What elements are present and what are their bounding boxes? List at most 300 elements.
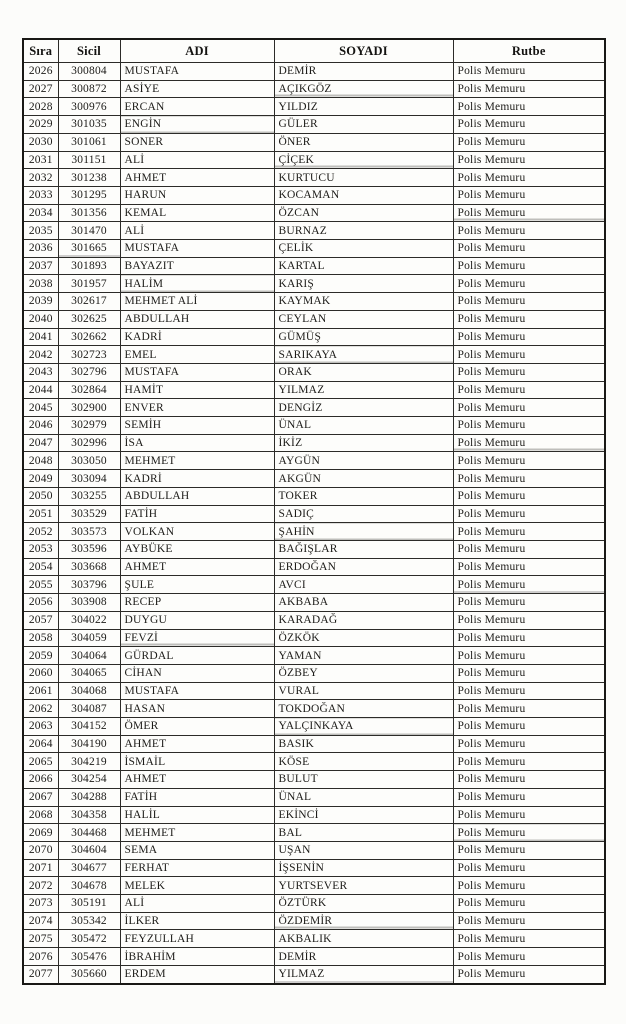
cell-sira: 2036 — [23, 240, 58, 258]
cell-sira: 2061 — [23, 682, 58, 700]
cell-sira: 2047 — [23, 434, 58, 452]
cell-adi: BAYAZIT — [120, 257, 274, 275]
table-row — [23, 487, 605, 505]
cell-rutbe: Polis Memuru — [453, 877, 605, 895]
cell-rutbe: Polis Memuru — [453, 133, 605, 151]
cell-sicil: 302796 — [58, 363, 120, 381]
table-row — [23, 576, 605, 594]
cell-sira: 2041 — [23, 328, 58, 346]
cell-sira: 2030 — [23, 133, 58, 151]
cell-sira: 2035 — [23, 222, 58, 240]
cell-soyadi: ÜNAL — [274, 417, 453, 435]
cell-sicil: 304064 — [58, 647, 120, 665]
cell-sira: 2065 — [23, 753, 58, 771]
table-row — [23, 470, 605, 488]
cell-rutbe: Polis Memuru — [453, 505, 605, 523]
cell-soyadi: ÇİÇEK — [274, 151, 453, 169]
cell-soyadi: KARADAĞ — [274, 611, 453, 629]
cell-sira: 2031 — [23, 151, 58, 169]
cell-adi: FERHAT — [120, 859, 274, 877]
table-row — [23, 257, 605, 275]
cell-sira: 2072 — [23, 877, 58, 895]
cell-rutbe: Polis Memuru — [453, 788, 605, 806]
cell-adi: İSMAİL — [120, 753, 274, 771]
cell-sira: 2044 — [23, 381, 58, 399]
cell-sicil: 301035 — [58, 116, 120, 134]
cell-soyadi: CEYLAN — [274, 310, 453, 328]
table-row — [23, 824, 605, 842]
cell-rutbe: Polis Memuru — [453, 222, 605, 240]
table-row — [23, 594, 605, 612]
cell-sicil: 302979 — [58, 417, 120, 435]
cell-soyadi: ÇELİK — [274, 240, 453, 258]
cell-sicil: 303668 — [58, 558, 120, 576]
cell-sicil: 304604 — [58, 841, 120, 859]
cell-soyadi: BASIK — [274, 735, 453, 753]
cell-sicil: 304254 — [58, 771, 120, 789]
cell-sicil: 301061 — [58, 133, 120, 151]
cell-rutbe: Polis Memuru — [453, 381, 605, 399]
cell-rutbe: Polis Memuru — [453, 647, 605, 665]
cell-adi: AHMET — [120, 771, 274, 789]
cell-rutbe: Polis Memuru — [453, 930, 605, 948]
cell-sicil: 302625 — [58, 310, 120, 328]
table-row — [23, 293, 605, 311]
cell-rutbe: Polis Memuru — [453, 824, 605, 842]
table-row — [23, 930, 605, 948]
table-row — [23, 771, 605, 789]
table-row — [23, 700, 605, 718]
cell-soyadi: ÖZTÜRK — [274, 895, 453, 913]
cell-adi: MEHMET — [120, 452, 274, 470]
cell-sicil: 305191 — [58, 895, 120, 913]
cell-rutbe: Polis Memuru — [453, 310, 605, 328]
table-row — [23, 948, 605, 966]
cell-soyadi: ŞAHİN — [274, 523, 453, 541]
cell-rutbe: Polis Memuru — [453, 753, 605, 771]
table-row — [23, 240, 605, 258]
cell-sicil: 305342 — [58, 912, 120, 930]
cell-sicil: 301356 — [58, 204, 120, 222]
table-row — [23, 753, 605, 771]
column-header-sira: Sıra — [23, 39, 58, 63]
cell-rutbe: Polis Memuru — [453, 116, 605, 134]
cell-adi: KADRİ — [120, 328, 274, 346]
cell-sicil: 304068 — [58, 682, 120, 700]
cell-sicil: 305660 — [58, 965, 120, 984]
table-row — [23, 664, 605, 682]
cell-adi: MEHMET ALİ — [120, 293, 274, 311]
cell-sira: 2051 — [23, 505, 58, 523]
cell-adi: MEHMET — [120, 824, 274, 842]
cell-soyadi: YALÇINKAYA — [274, 718, 453, 736]
cell-sicil: 303094 — [58, 470, 120, 488]
cell-sira: 2027 — [23, 80, 58, 98]
cell-soyadi: AÇIKGÖZ — [274, 80, 453, 98]
cell-rutbe: Polis Memuru — [453, 629, 605, 647]
cell-soyadi: BAĞIŞLAR — [274, 540, 453, 558]
cell-soyadi: ÖZKÖK — [274, 629, 453, 647]
cell-adi: İBRAHİM — [120, 948, 274, 966]
cell-rutbe: Polis Memuru — [453, 718, 605, 736]
cell-sira: 2034 — [23, 204, 58, 222]
cell-sira: 2063 — [23, 718, 58, 736]
cell-sicil: 302662 — [58, 328, 120, 346]
cell-sicil: 302617 — [58, 293, 120, 311]
cell-sira: 2077 — [23, 965, 58, 984]
table-row — [23, 540, 605, 558]
table-row — [23, 363, 605, 381]
cell-sicil: 304022 — [58, 611, 120, 629]
cell-adi: HALİL — [120, 806, 274, 824]
cell-sicil: 301665 — [58, 240, 120, 258]
cell-sicil: 302864 — [58, 381, 120, 399]
cell-adi: AHMET — [120, 735, 274, 753]
column-header-adi: ADI — [120, 39, 274, 63]
cell-sicil: 303573 — [58, 523, 120, 541]
column-header-rutbe: Rutbe — [453, 39, 605, 63]
cell-sira: 2054 — [23, 558, 58, 576]
cell-adi: FEVZİ — [120, 629, 274, 647]
cell-adi: EMEL — [120, 346, 274, 364]
table-row — [23, 841, 605, 859]
cell-sira: 2056 — [23, 594, 58, 612]
cell-soyadi: YILMAZ — [274, 965, 453, 984]
column-header-sicil: Sicil — [58, 39, 120, 63]
cell-rutbe: Polis Memuru — [453, 771, 605, 789]
cell-rutbe: Polis Memuru — [453, 452, 605, 470]
cell-sira: 2040 — [23, 310, 58, 328]
cell-soyadi: YILDIZ — [274, 98, 453, 116]
cell-rutbe: Polis Memuru — [453, 63, 605, 81]
table-row — [23, 735, 605, 753]
cell-sira: 2053 — [23, 540, 58, 558]
cell-rutbe: Polis Memuru — [453, 240, 605, 258]
cell-sicil: 301957 — [58, 275, 120, 293]
table-row — [23, 63, 605, 81]
cell-soyadi: AKGÜN — [274, 470, 453, 488]
cell-rutbe: Polis Memuru — [453, 399, 605, 417]
cell-adi: ABDULLAH — [120, 487, 274, 505]
cell-rutbe: Polis Memuru — [453, 735, 605, 753]
cell-adi: VOLKAN — [120, 523, 274, 541]
table-row — [23, 151, 605, 169]
cell-adi: HASAN — [120, 700, 274, 718]
cell-rutbe: Polis Memuru — [453, 417, 605, 435]
cell-sira: 2048 — [23, 452, 58, 470]
table-row — [23, 222, 605, 240]
cell-rutbe: Polis Memuru — [453, 470, 605, 488]
cell-sicil: 303050 — [58, 452, 120, 470]
cell-sicil: 304152 — [58, 718, 120, 736]
cell-soyadi: ÖZBEY — [274, 664, 453, 682]
cell-adi: MUSTAFA — [120, 63, 274, 81]
cell-soyadi: UŞAN — [274, 841, 453, 859]
table-row — [23, 682, 605, 700]
cell-rutbe: Polis Memuru — [453, 98, 605, 116]
table-row — [23, 169, 605, 187]
table-row — [23, 310, 605, 328]
cell-rutbe: Polis Memuru — [453, 346, 605, 364]
cell-adi: RECEP — [120, 594, 274, 612]
table-row — [23, 133, 605, 151]
cell-rutbe: Polis Memuru — [453, 363, 605, 381]
cell-soyadi: BURNAZ — [274, 222, 453, 240]
cell-sira: 2059 — [23, 647, 58, 665]
cell-sicil: 302996 — [58, 434, 120, 452]
cell-rutbe: Polis Memuru — [453, 169, 605, 187]
cell-adi: ALİ — [120, 151, 274, 169]
cell-soyadi: KARIŞ — [274, 275, 453, 293]
cell-soyadi: İKİZ — [274, 434, 453, 452]
personnel-table — [22, 38, 606, 985]
cell-sira: 2052 — [23, 523, 58, 541]
cell-rutbe: Polis Memuru — [453, 558, 605, 576]
cell-sira: 2045 — [23, 399, 58, 417]
table-row — [23, 417, 605, 435]
cell-sicil: 304468 — [58, 824, 120, 842]
table-row — [23, 912, 605, 930]
cell-sicil: 304219 — [58, 753, 120, 771]
cell-sicil: 303255 — [58, 487, 120, 505]
cell-sicil: 303529 — [58, 505, 120, 523]
cell-sira: 2074 — [23, 912, 58, 930]
cell-rutbe: Polis Memuru — [453, 540, 605, 558]
cell-rutbe: Polis Memuru — [453, 80, 605, 98]
cell-sira: 2058 — [23, 629, 58, 647]
cell-adi: MUSTAFA — [120, 240, 274, 258]
cell-rutbe: Polis Memuru — [453, 664, 605, 682]
cell-soyadi: YILMAZ — [274, 381, 453, 399]
table-row — [23, 186, 605, 204]
cell-soyadi: ÖNER — [274, 133, 453, 151]
table-row — [23, 275, 605, 293]
table-header — [23, 39, 605, 63]
cell-sira: 2042 — [23, 346, 58, 364]
cell-sira: 2062 — [23, 700, 58, 718]
cell-sicil: 303596 — [58, 540, 120, 558]
cell-rutbe: Polis Memuru — [453, 576, 605, 594]
cell-sira: 2073 — [23, 895, 58, 913]
cell-sicil: 303908 — [58, 594, 120, 612]
cell-sira: 2028 — [23, 98, 58, 116]
table-row — [23, 647, 605, 665]
cell-soyadi: VURAL — [274, 682, 453, 700]
cell-sira: 2043 — [23, 363, 58, 381]
cell-sicil: 301295 — [58, 186, 120, 204]
cell-sira: 2066 — [23, 771, 58, 789]
cell-adi: ALİ — [120, 895, 274, 913]
cell-rutbe: Polis Memuru — [453, 948, 605, 966]
cell-sira: 2029 — [23, 116, 58, 134]
column-header-soyadi: SOYADI — [274, 39, 453, 63]
table-row — [23, 452, 605, 470]
cell-adi: DUYGU — [120, 611, 274, 629]
cell-sicil: 304087 — [58, 700, 120, 718]
cell-soyadi: GÜLER — [274, 116, 453, 134]
cell-rutbe: Polis Memuru — [453, 275, 605, 293]
cell-soyadi: BULUT — [274, 771, 453, 789]
table-row — [23, 558, 605, 576]
cell-adi: ŞULE — [120, 576, 274, 594]
cell-rutbe: Polis Memuru — [453, 859, 605, 877]
cell-rutbe: Polis Memuru — [453, 806, 605, 824]
cell-sicil: 301893 — [58, 257, 120, 275]
cell-soyadi: İŞSENİN — [274, 859, 453, 877]
cell-adi: SONER — [120, 133, 274, 151]
cell-sicil: 302900 — [58, 399, 120, 417]
cell-rutbe: Polis Memuru — [453, 434, 605, 452]
table-row — [23, 806, 605, 824]
cell-sira: 2070 — [23, 841, 58, 859]
cell-soyadi: KAYMAK — [274, 293, 453, 311]
table-row — [23, 80, 605, 98]
cell-adi: CİHAN — [120, 664, 274, 682]
cell-sira: 2076 — [23, 948, 58, 966]
cell-soyadi: EKİNCİ — [274, 806, 453, 824]
cell-rutbe: Polis Memuru — [453, 186, 605, 204]
table-row — [23, 788, 605, 806]
table-row — [23, 611, 605, 629]
cell-rutbe: Polis Memuru — [453, 523, 605, 541]
cell-rutbe: Polis Memuru — [453, 257, 605, 275]
cell-adi: ALİ — [120, 222, 274, 240]
cell-sicil: 301238 — [58, 169, 120, 187]
cell-soyadi: AKBALIK — [274, 930, 453, 948]
table-row — [23, 204, 605, 222]
table-row — [23, 98, 605, 116]
cell-adi: MELEK — [120, 877, 274, 895]
cell-soyadi: BAL — [274, 824, 453, 842]
cell-soyadi: ORAK — [274, 363, 453, 381]
cell-sicil: 303796 — [58, 576, 120, 594]
cell-adi: FATİH — [120, 788, 274, 806]
table-row — [23, 505, 605, 523]
cell-rutbe: Polis Memuru — [453, 965, 605, 984]
table-row — [23, 895, 605, 913]
cell-soyadi: AVCI — [274, 576, 453, 594]
cell-soyadi: TOKER — [274, 487, 453, 505]
table-row — [23, 877, 605, 895]
table-row — [23, 718, 605, 736]
cell-sira: 2055 — [23, 576, 58, 594]
cell-soyadi: GÜMÜŞ — [274, 328, 453, 346]
cell-sicil: 305472 — [58, 930, 120, 948]
cell-soyadi: KOCAMAN — [274, 186, 453, 204]
cell-rutbe: Polis Memuru — [453, 912, 605, 930]
cell-sira: 2032 — [23, 169, 58, 187]
cell-rutbe: Polis Memuru — [453, 487, 605, 505]
cell-sicil: 301470 — [58, 222, 120, 240]
cell-sira: 2068 — [23, 806, 58, 824]
cell-sira: 2071 — [23, 859, 58, 877]
table-row — [23, 328, 605, 346]
table-row — [23, 859, 605, 877]
cell-sicil: 300872 — [58, 80, 120, 98]
cell-soyadi: ERDOĞAN — [274, 558, 453, 576]
cell-sira: 2060 — [23, 664, 58, 682]
cell-soyadi: YURTSEVER — [274, 877, 453, 895]
cell-adi: AYBÜKE — [120, 540, 274, 558]
cell-sira: 2050 — [23, 487, 58, 505]
cell-adi: SEMA — [120, 841, 274, 859]
cell-adi: KADRİ — [120, 470, 274, 488]
cell-soyadi: DENGİZ — [274, 399, 453, 417]
cell-adi: ÖMER — [120, 718, 274, 736]
cell-soyadi: YAMAN — [274, 647, 453, 665]
cell-sicil: 301151 — [58, 151, 120, 169]
table-row — [23, 381, 605, 399]
cell-sicil: 302723 — [58, 346, 120, 364]
cell-adi: GÜRDAL — [120, 647, 274, 665]
cell-adi: HARUN — [120, 186, 274, 204]
cell-sira: 2039 — [23, 293, 58, 311]
cell-sira: 2064 — [23, 735, 58, 753]
cell-sicil: 304288 — [58, 788, 120, 806]
cell-sira: 2033 — [23, 186, 58, 204]
cell-soyadi: AYGÜN — [274, 452, 453, 470]
cell-rutbe: Polis Memuru — [453, 611, 605, 629]
cell-soyadi: TOKDOĞAN — [274, 700, 453, 718]
cell-soyadi: DEMİR — [274, 63, 453, 81]
cell-adi: AHMET — [120, 169, 274, 187]
cell-sicil: 304065 — [58, 664, 120, 682]
cell-sira: 2038 — [23, 275, 58, 293]
cell-sira: 2049 — [23, 470, 58, 488]
table-row — [23, 116, 605, 134]
cell-adi: HALİM — [120, 275, 274, 293]
cell-adi: SEMİH — [120, 417, 274, 435]
cell-rutbe: Polis Memuru — [453, 700, 605, 718]
cell-sicil: 304059 — [58, 629, 120, 647]
cell-rutbe: Polis Memuru — [453, 841, 605, 859]
cell-adi: FEYZULLAH — [120, 930, 274, 948]
cell-adi: ABDULLAH — [120, 310, 274, 328]
cell-adi: MUSTAFA — [120, 682, 274, 700]
cell-adi: İLKER — [120, 912, 274, 930]
cell-soyadi: SARIKAYA — [274, 346, 453, 364]
cell-rutbe: Polis Memuru — [453, 682, 605, 700]
cell-rutbe: Polis Memuru — [453, 594, 605, 612]
cell-sira: 2046 — [23, 417, 58, 435]
cell-adi: ERCAN — [120, 98, 274, 116]
cell-sira: 2057 — [23, 611, 58, 629]
cell-soyadi: SADIÇ — [274, 505, 453, 523]
cell-soyadi: KARTAL — [274, 257, 453, 275]
cell-sicil: 300804 — [58, 63, 120, 81]
cell-rutbe: Polis Memuru — [453, 895, 605, 913]
cell-sira: 2067 — [23, 788, 58, 806]
cell-sicil: 304358 — [58, 806, 120, 824]
cell-rutbe: Polis Memuru — [453, 204, 605, 222]
cell-rutbe: Polis Memuru — [453, 328, 605, 346]
table-row — [23, 346, 605, 364]
cell-soyadi: ÜNAL — [274, 788, 453, 806]
cell-sira: 2037 — [23, 257, 58, 275]
table-row — [23, 965, 605, 984]
cell-soyadi: AKBABA — [274, 594, 453, 612]
cell-sicil: 304677 — [58, 859, 120, 877]
cell-adi: ENGİN — [120, 116, 274, 134]
table-row — [23, 523, 605, 541]
cell-sicil: 304190 — [58, 735, 120, 753]
table-row — [23, 629, 605, 647]
cell-sira: 2069 — [23, 824, 58, 842]
cell-adi: ERDEM — [120, 965, 274, 984]
cell-adi: KEMAL — [120, 204, 274, 222]
table-body — [23, 63, 605, 985]
cell-soyadi: KÖSE — [274, 753, 453, 771]
